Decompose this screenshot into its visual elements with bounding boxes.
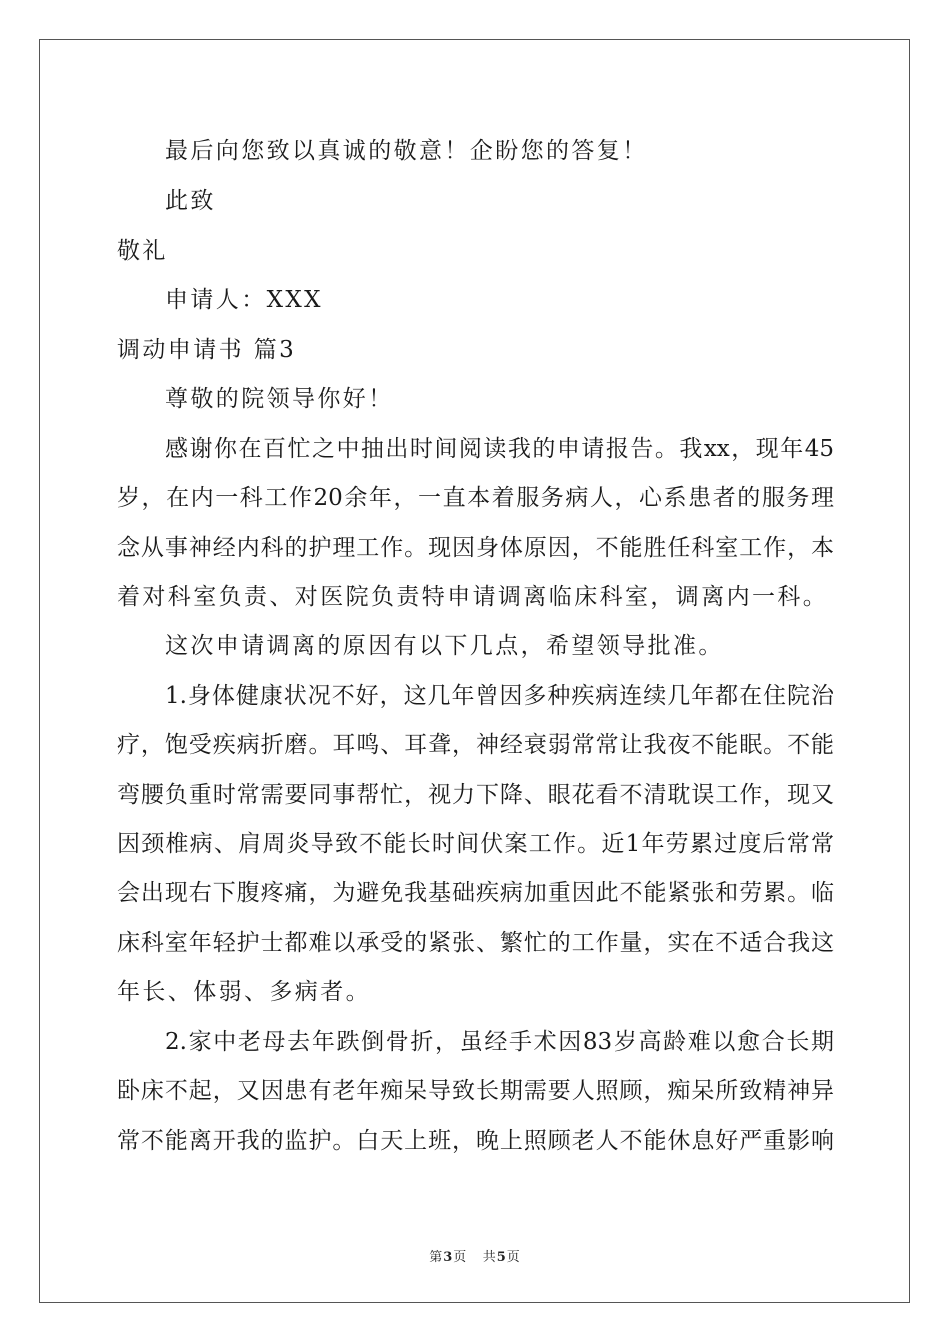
paragraph-line: 着对科室负责、对医院负责特申请调离临床科室，调离内一科。 [117,584,829,610]
page-unit: 页 [453,1250,468,1265]
paragraph-line: 常不能离开我的监护。白天上班，晚上照顾老人不能休息好严重影响 [117,1128,834,1154]
page-total: 5 [496,1250,507,1265]
page-frame [39,39,910,1303]
paragraph-line: 因颈椎病、肩周炎导致不能长时间伏案工作。近1年劳累过度后常常 [117,831,834,857]
paragraph-line: 这次申请调离的原因有以下几点，希望领导批准。 [165,633,724,659]
paragraph-line: 床科室年轻护士都难以承受的紧张、繁忙的工作量，实在不适合我这 [117,930,834,956]
total-unit: 页 [506,1250,521,1265]
page-current: 3 [443,1250,454,1265]
applicant-signature: 申请人：XXX [165,287,323,313]
paragraph-line: 念从事神经内科的护理工作。现因身体原因，不能胜任科室工作，本 [117,535,834,561]
greeting-line: 尊敬的院领导你好！ [165,386,394,412]
page-prefix: 第 [429,1250,444,1265]
closing-line: 最后向您致以真诚的敬意！企盼您的答复！ [165,138,648,164]
section-title: 调动申请书 篇3 [117,337,297,363]
salutation-regards: 敬礼 [117,238,168,264]
paragraph-line: 感谢你在百忙之中抽出时间阅读我的申请报告。我xx，现年45 [165,436,834,462]
paragraph-line: 会出现右下腹疼痛，为避免我基础疾病加重因此不能紧张和劳累。临 [117,880,834,906]
paragraph-line: 卧床不起，又因患有老年痴呆导致长期需要人照顾，痴呆所致精神异 [117,1078,834,1104]
paragraph-line: 2.家中老母去年跌倒骨折，虽经手术因83岁高龄难以愈合长期 [165,1029,834,1055]
paragraph-line: 1.身体健康状况不好，这几年曾因多种疾病连续几年都在住院治 [165,683,834,709]
paragraph-line: 岁，在内一科工作20余年，一直本着服务病人，心系患者的服务理 [117,485,834,511]
page-footer [0,1246,950,1265]
paragraph-line: 疗，饱受疾病折磨。耳鸣、耳聋，神经衰弱常常让我夜不能眠。不能 [117,732,834,758]
total-prefix: 共 [482,1250,497,1265]
salutation-line: 此致 [165,188,216,214]
paragraph-line: 年长、体弱、多病者。 [117,979,371,1005]
paragraph-line: 弯腰负重时常需要同事帮忙，视力下降、眼花看不清耽误工作，现又 [117,782,834,808]
